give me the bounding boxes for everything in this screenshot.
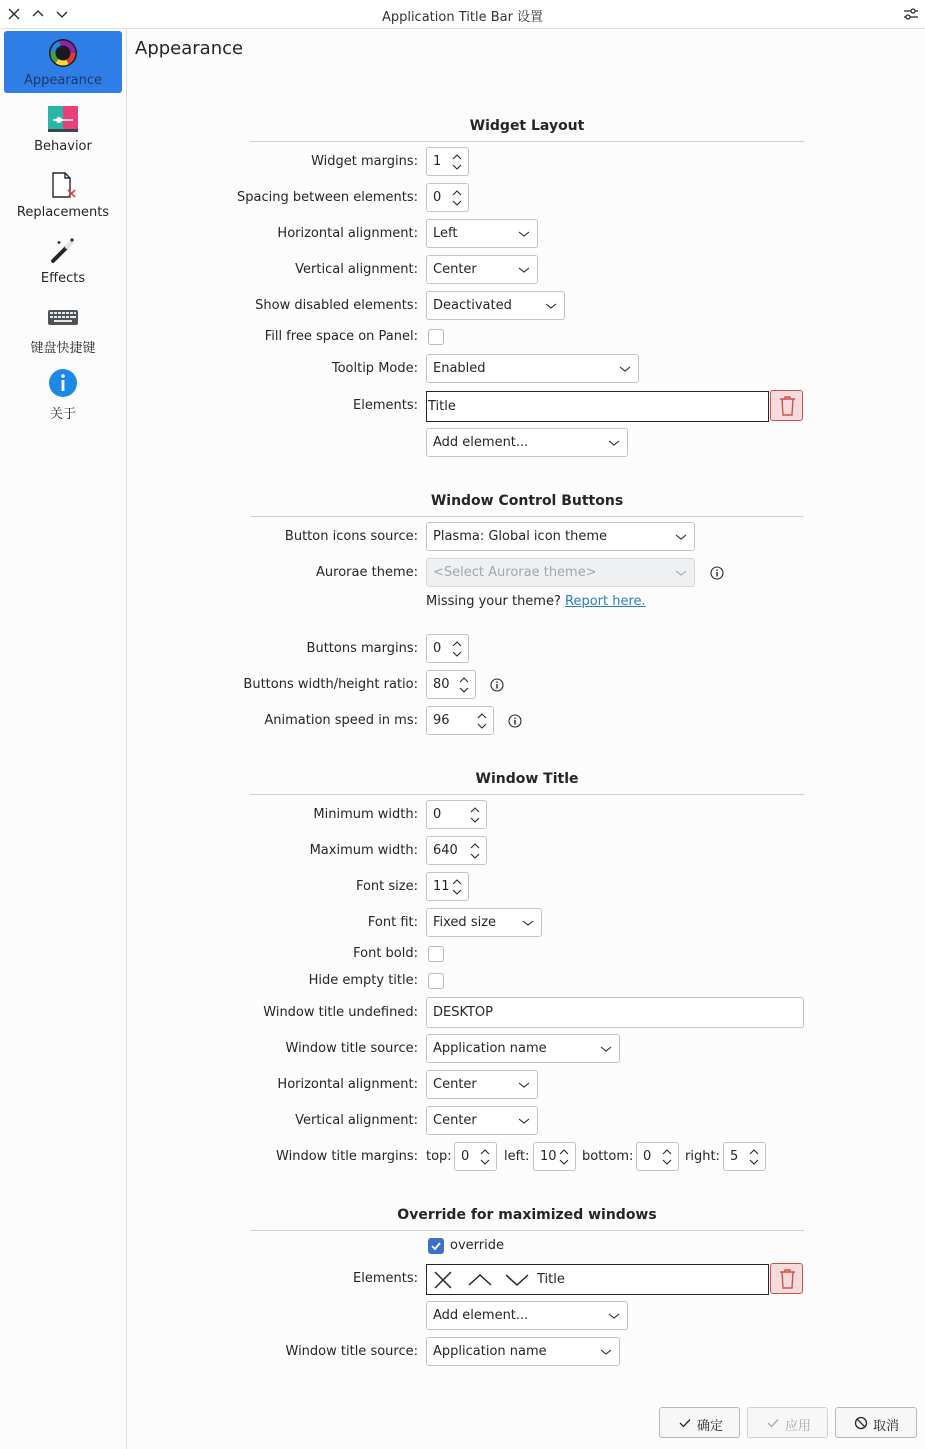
combo-value: Application name [433,1344,547,1359]
elements-list[interactable] [426,391,769,422]
buttons-margins-label: Buttons margins: [306,641,418,656]
combo-value: Center [433,1113,477,1128]
buttons-margins-spinbox[interactable] [426,634,469,663]
spin-arrows-icon[interactable] [450,151,464,173]
section-title-window-title: Window Title [475,771,579,787]
override-add-element-combo[interactable] [426,1301,628,1330]
chevron-down-icon [608,1312,620,1320]
minimum-width-label: Minimum width: [313,807,418,822]
document-replace-icon [47,169,79,201]
element-item-title[interactable]: Title [428,399,456,414]
font-bold-checkbox[interactable] [428,946,444,962]
missing-theme-question: Missing your theme? [426,594,561,609]
spinbox-value: 0 [433,807,442,822]
apply-button[interactable] [747,1407,828,1438]
window-title-undefined-label: Window title undefined: [263,1005,418,1020]
spinbox-value: 0 [433,641,442,656]
cancel-icon [854,1416,868,1430]
title-horizontal-alignment-combo[interactable] [426,1070,538,1099]
combo-value: Add element... [433,435,529,450]
horizontal-alignment-label: Horizontal alignment: [277,226,418,241]
sidebar-item-behavior[interactable] [4,97,122,159]
window-titlebar [0,0,925,29]
aurorae-theme-label: Aurorae theme: [316,565,418,580]
spacing-label: Spacing between elements: [237,190,418,205]
spinbox-value: 5 [730,1149,739,1164]
delete-element-button[interactable] [770,390,803,421]
margin-top-spinbox[interactable] [454,1142,497,1171]
maximize-icon[interactable] [467,1270,493,1290]
buttons-ratio-spinbox[interactable] [426,670,476,699]
margin-right-label: right: [685,1149,720,1164]
font-fit-combo[interactable] [426,908,542,937]
override-window-title-source-combo[interactable] [426,1337,620,1366]
section-title-window-control-buttons: Window Control Buttons [430,493,624,509]
sidebar-item-label: 键盘快捷键 [30,341,96,356]
checkmark-icon [430,1240,442,1252]
magic-wand-icon [47,235,79,267]
button-icons-source-label: Button icons source: [284,529,418,544]
trash-icon [779,396,796,416]
sidebar-item-appearance[interactable] [4,31,122,93]
title-horizontal-alignment-label: Horizontal alignment: [277,1077,418,1092]
sidebar-item-label: Appearance [23,73,103,88]
spin-arrows-icon[interactable] [478,1146,492,1168]
checkmark-icon [766,1416,780,1430]
settings-menu-icon[interactable] [903,6,919,22]
combo-value: Center [433,262,477,277]
spin-arrows-icon[interactable] [450,638,464,660]
hide-empty-title-label: Hide empty title: [308,973,418,988]
keyboard-icon [47,301,79,333]
combo-value: Enabled [433,361,486,376]
chevron-down-icon [608,439,620,447]
tooltip-mode-label: Tooltip Mode: [331,361,418,376]
elements-label: Elements: [353,398,418,413]
spin-arrows-icon[interactable] [660,1146,674,1168]
chevron-down-icon [518,230,530,238]
widget-margins-label: Widget margins: [311,154,418,169]
report-link[interactable]: Report here. [565,594,646,609]
spin-arrows-icon[interactable] [457,674,471,696]
combo-value: Center [433,1077,477,1092]
override-label[interactable]: override [450,1238,504,1253]
tooltip-mode-combo[interactable] [426,354,639,383]
hide-empty-title-checkbox[interactable] [428,973,444,989]
widget-margins-spinbox[interactable] [426,147,469,176]
font-size-spinbox[interactable] [426,872,469,901]
missing-theme-text [426,594,646,609]
info-icon[interactable] [710,566,724,580]
window-title-source-combo[interactable] [426,1034,620,1063]
spin-arrows-icon[interactable] [747,1146,761,1168]
button-icons-source-combo[interactable] [426,522,695,551]
combo-value: Application name [433,1041,547,1056]
cancel-button-label: 取消 [873,1419,900,1434]
override-elements-label: Elements: [353,1271,418,1286]
sidebar-item-replacements[interactable] [4,163,122,225]
sidebar-item-label: 关于 [49,407,76,422]
spinbox-value: 96 [433,713,450,728]
minimize-icon[interactable] [504,1270,530,1290]
override-elements-list[interactable] [426,1264,769,1295]
cancel-button[interactable] [835,1407,917,1438]
spinbox-value: 0 [433,190,442,205]
window-title-margins-label: Window title margins: [276,1149,418,1164]
margin-left-label: left: [504,1149,530,1164]
delete-element-button[interactable] [770,1263,803,1294]
close-icon[interactable] [433,1270,453,1290]
window-title-undefined-input[interactable] [426,997,804,1028]
separator [250,516,804,517]
sidebar [0,29,127,1449]
override-checkbox[interactable] [428,1238,444,1254]
chevron-down-icon [600,1045,612,1053]
chevron-down-icon [675,533,687,541]
combo-value: Plasma: Global icon theme [433,529,608,544]
show-disabled-combo[interactable] [426,291,565,320]
info-icon[interactable] [508,714,522,728]
spinbox-value: 0 [643,1149,652,1164]
separator [250,141,804,142]
combo-value: <Select Aurorae theme> [433,565,597,580]
spinbox-value: 1 [433,154,442,169]
sidebar-item-label: Replacements [16,205,110,220]
font-fit-label: Font fit: [367,915,418,930]
sidebar-item-about[interactable] [4,361,122,423]
trash-icon [779,1269,796,1289]
settings-slider-icon [47,103,79,135]
maximum-width-spinbox[interactable] [426,836,487,865]
sidebar-item-label: Effects [40,271,86,286]
spinbox-value: 10 [540,1149,557,1164]
add-element-combo[interactable] [426,428,628,457]
override-window-title-source-label: Window title source: [285,1344,418,1359]
fill-space-label: Fill free space on Panel: [264,329,418,344]
chevron-down-icon [545,302,557,310]
spinbox-value: 11 [433,879,450,894]
chevron-down-icon [518,1117,530,1125]
font-size-label: Font size: [355,879,418,894]
spin-arrows-icon[interactable] [557,1146,571,1168]
spinbox-value: 640 [433,843,458,858]
sidebar-item-effects[interactable] [4,229,122,291]
combo-value: Left [433,226,458,241]
spin-arrows-icon[interactable] [450,876,464,898]
sidebar-item-shortcuts[interactable] [4,295,122,357]
title-vertical-alignment-label: Vertical alignment: [295,1113,418,1128]
spin-arrows-icon[interactable] [475,710,489,732]
section-title-override: Override for maximized windows [397,1207,657,1223]
chevron-down-icon [518,1081,530,1089]
horizontal-alignment-combo[interactable] [426,219,538,248]
combo-value: Fixed size [433,915,497,930]
animation-speed-label: Animation speed in ms: [264,713,418,728]
show-disabled-label: Show disabled elements: [255,298,418,313]
margin-bottom-spinbox[interactable] [636,1142,679,1171]
color-wheel-icon [47,37,79,69]
margin-top-label: top: [426,1149,452,1164]
spinbox-value: 80 [433,677,450,692]
buttons-ratio-label: Buttons width/height ratio: [243,677,418,692]
input-value: DESKTOP [433,1005,494,1020]
sidebar-item-label: Behavior [34,139,92,154]
spin-arrows-icon[interactable] [468,840,482,862]
vertical-alignment-label: Vertical alignment: [295,262,418,277]
apply-button-label: 应用 [785,1419,812,1434]
chevron-down-icon [600,1348,612,1356]
window-title: Application Title Bar 设置 [381,10,544,25]
spinbox-value: 0 [461,1149,470,1164]
checkmark-icon [678,1416,692,1430]
section-title-widget-layout: Widget Layout [469,118,585,134]
animation-speed-spinbox[interactable] [426,706,494,735]
combo-value: Add element... [433,1308,529,1323]
title-vertical-alignment-combo[interactable] [426,1106,538,1135]
font-bold-label: Font bold: [353,946,418,961]
margin-right-spinbox[interactable] [723,1142,766,1171]
spin-arrows-icon[interactable] [468,804,482,826]
separator [250,794,804,795]
margin-bottom-label: bottom: [582,1149,634,1164]
combo-value: Deactivated [433,298,512,313]
maximum-width-label: Maximum width: [309,843,418,858]
info-icon [47,367,79,399]
chevron-down-icon [518,266,530,274]
page-title: Appearance [135,38,244,59]
chevron-down-icon [522,919,534,927]
ok-button-label: 确定 [697,1419,724,1434]
margin-left-spinbox[interactable] [533,1142,576,1171]
window-title-source-label: Window title source: [285,1041,418,1056]
spin-arrows-icon[interactable] [450,187,464,209]
separator [250,1230,804,1231]
chevron-down-icon [675,569,687,577]
vertical-alignment-combo[interactable] [426,255,538,284]
fill-space-checkbox[interactable] [428,329,444,345]
minimum-width-spinbox[interactable] [426,800,487,829]
spacing-spinbox[interactable] [426,183,469,212]
ok-button[interactable] [659,1407,740,1438]
chevron-down-icon [619,365,631,373]
element-item-title[interactable]: Title [537,1272,565,1287]
info-icon[interactable] [490,678,504,692]
aurorae-theme-combo[interactable] [426,558,695,587]
